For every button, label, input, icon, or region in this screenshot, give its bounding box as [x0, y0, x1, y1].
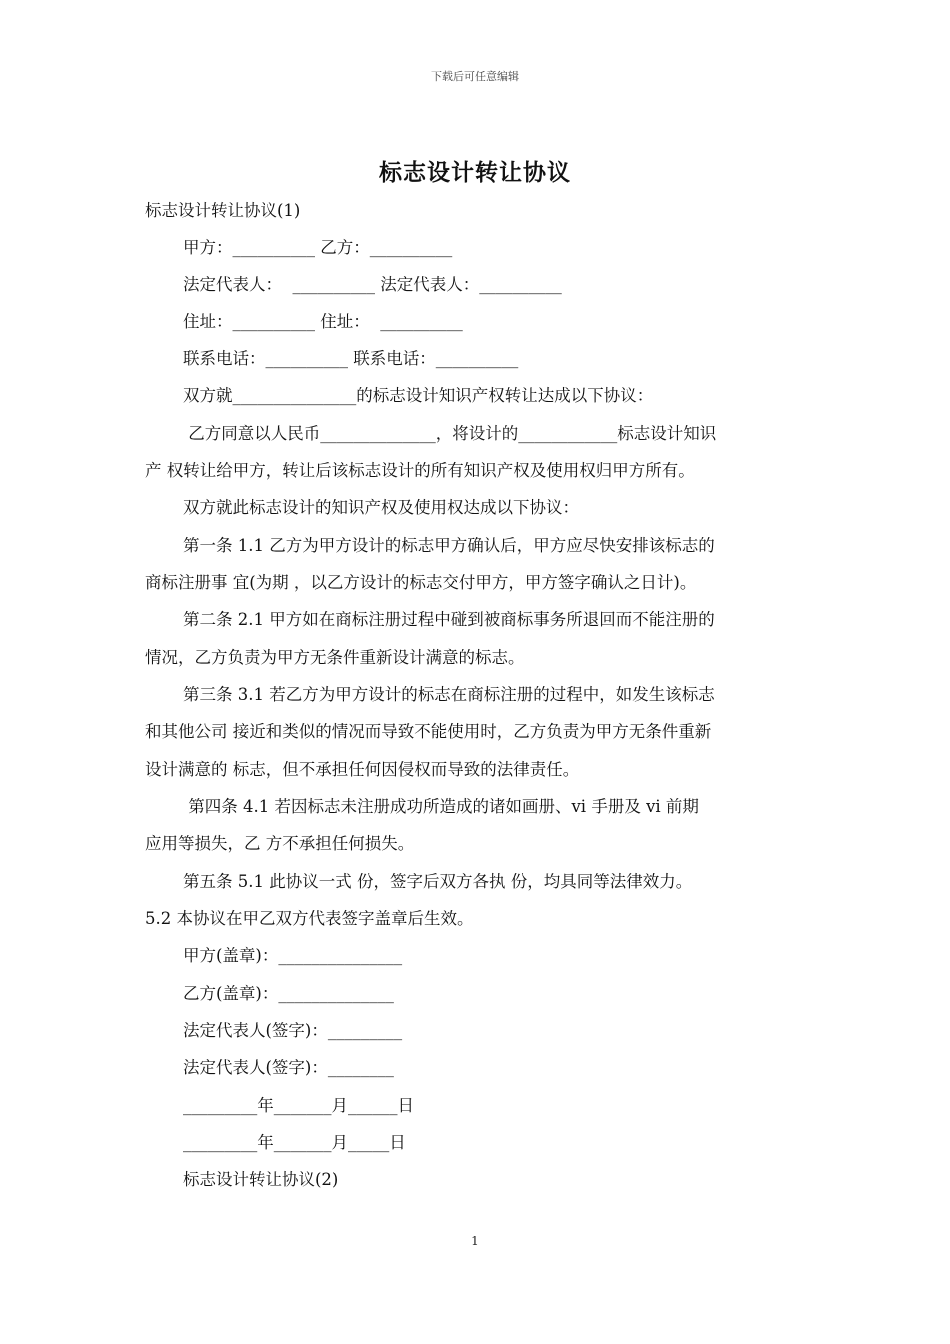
phone-line: 联系电话：__________ 联系电话：__________: [183, 349, 519, 368]
address-line: 住址：__________ 住址： __________: [183, 312, 463, 331]
paragraph-line: 双方就_______________的标志设计知识产权转让达成以下协议：: [183, 386, 654, 405]
section-heading: 标志设计转让协议(2): [183, 1170, 339, 1189]
clause-line: 设计满意的 标志，但不承担任何因侵权而导致的法律责任。: [145, 760, 580, 779]
clause-line: 第三条 3.1 若乙方为甲方设计的标志在商标注册的过程中，如发生该标志: [183, 685, 715, 704]
signature-line: 法定代表人(签字)：________: [183, 1058, 394, 1077]
signature-line: 甲方(盖章)：_______________: [183, 946, 403, 965]
party-line: 甲方：__________ 乙方：__________: [183, 238, 453, 257]
clause-line: 应用等损失，乙 方不承担任何损失。: [145, 834, 415, 853]
clause-line: 情况，乙方负责为甲方无条件重新设计满意的标志。: [145, 648, 525, 667]
clause-line: 第一条 1.1 乙方为甲方设计的标志甲方确认后，甲方应尽快安排该标志的: [183, 536, 715, 555]
clause-line: 和其他公司 接近和类似的情况而导致不能使用时，乙方负责为甲方无条件重新: [145, 722, 712, 741]
clause-line: 5.2 本协议在甲乙双方代表签字盖章后生效。: [145, 909, 474, 928]
date-line: _________年_______月______日: [183, 1096, 414, 1115]
clause-line: 第五条 5.1 此协议一式 份，签字后双方各执 份，均具同等法律效力。: [183, 872, 693, 891]
date-line: _________年_______月_____日: [183, 1133, 406, 1152]
clause-line: 商标注册事 宜(为期 ，以乙方设计的标志交付甲方，甲方签字确认之日计)。: [145, 573, 697, 592]
section-heading: 标志设计转让协议(1): [145, 201, 301, 220]
clause-line: 第四条 4.1 若因标志未注册成功所造成的诸如画册、vi 手册及 vi 前期: [183, 797, 699, 816]
header-note: 下载后可任意编辑: [431, 70, 519, 83]
signature-line: 法定代表人(签字)：_________: [183, 1021, 403, 1040]
document-title: 标志设计转让协议: [379, 159, 571, 186]
page-number: 1: [471, 1234, 479, 1248]
clause-line: 第二条 2.1 甲方如在商标注册过程中碰到被商标事务所退回而不能注册的: [183, 610, 715, 629]
representative-line: 法定代表人： __________ 法定代表人：__________: [183, 275, 562, 294]
paragraph-line: 乙方同意以人民币______________，将设计的____________标志设计知识: [183, 424, 717, 443]
paragraph-line: 双方就此标志设计的知识产权及使用权达成以下协议：: [183, 498, 579, 517]
signature-line: 乙方(盖章)：______________: [183, 984, 394, 1003]
paragraph-line: 产 权转让给甲方，转让后该标志设计的所有知识产权及使用权归甲方所有。: [145, 461, 695, 480]
